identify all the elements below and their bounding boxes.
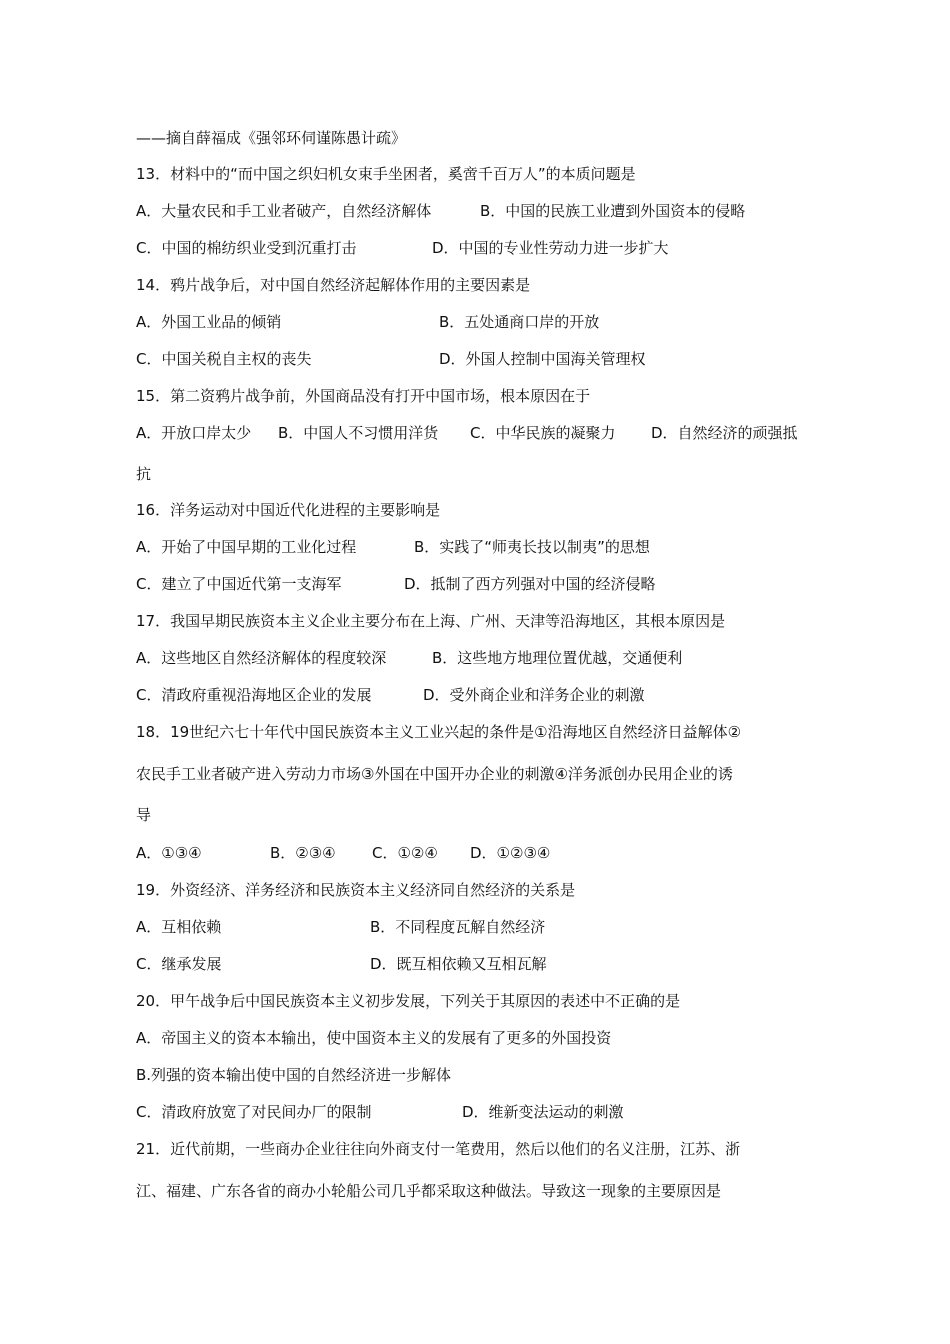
question-18-stem-line-1: 18．19世纪六七十年代中国民族资本主义工业兴起的条件是①沿海地区自然经济日益解体② — [136, 723, 742, 741]
q16-option-a: A．开始了中国早期的工业化过程 — [136, 538, 357, 556]
q14-option-c: C．中国关税自主权的丧失 — [136, 350, 312, 368]
q19-option-a: A．互相依赖 — [136, 918, 222, 936]
q13-option-a: A．大量农民和手工业者破产，自然经济解体 — [136, 202, 432, 220]
q13-option-b: B．中国的民族工业遭到外国资本的侵略 — [480, 202, 746, 220]
q18-option-b: B．②③④ — [270, 844, 336, 862]
question-16-stem: 16．洋务运动对中国近代化进程的主要影响是 — [136, 501, 441, 519]
question-14-stem: 14．鸦片战争后，对中国自然经济起解体作用的主要因素是 — [136, 276, 531, 294]
q15-option-b: B．中国人不习惯用洋货 — [278, 424, 439, 442]
question-18-stem-line-2: 农民手工业者破产进入劳动力市场③外国在中国开办企业的刺激④洋务派创办民用企业的诱 — [136, 765, 733, 783]
source-citation: ——摘自薛福成《强邻环伺谨陈愚计疏》 — [136, 129, 407, 147]
question-21-stem-line-1: 21．近代前期，一些商办企业往往向外商支付一笔费用，然后以他们的名义注册，江苏、浙 — [136, 1140, 741, 1158]
q16-option-d: D．抵制了西方列强对中国的经济侵略 — [404, 575, 656, 593]
q17-option-c: C．清政府重视沿海地区企业的发展 — [136, 686, 372, 704]
question-19-stem: 19．外资经济、洋务经济和民族资本主义经济同自然经济的关系是 — [136, 881, 576, 899]
question-21-stem-line-2: 江、福建、广东各省的商办小轮船公司几乎都采取这种做法。导致这一现象的主要原因是 — [136, 1182, 722, 1200]
q20-option-a: A．帝国主义的资本本输出，使中国资本主义的发展有了更多的外国投资 — [136, 1029, 612, 1047]
question-15-stem: 15．第二资鸦片战争前，外国商品没有打开中国市场，根本原因在于 — [136, 387, 591, 405]
q19-option-c: C．继承发展 — [136, 955, 222, 973]
q13-option-d: D．中国的专业性劳动力进一步扩大 — [432, 239, 669, 257]
q20-option-c: C．清政府放宽了对民间办厂的限制 — [136, 1103, 372, 1121]
q14-option-d: D．外国人控制中国海关管理权 — [439, 350, 646, 368]
question-17-stem: 17．我国早期民族资本主义企业主要分布在上海、广州、天津等沿海地区，其根本原因是 — [136, 612, 726, 630]
question-13-stem: 13．材料中的“而中国之织妇机女束手坐困者，奚啻千百万人”的本质问题是 — [136, 165, 636, 183]
q15-option-a: A．开放口岸太少 — [136, 424, 252, 442]
q15-option-d-continued: 抗 — [136, 465, 152, 483]
q18-option-a: A．①③④ — [136, 844, 202, 862]
q17-option-a: A．这些地区自然经济解体的程度较深 — [136, 649, 387, 667]
q15-option-c: C．中华民族的凝聚力 — [470, 424, 616, 442]
q17-option-d: D．受外商企业和洋务企业的刺激 — [423, 686, 645, 704]
q16-option-b: B．实践了“师夷长技以制夷”的思想 — [414, 538, 650, 556]
q17-option-b: B．这些地方地理位置优越，交通便利 — [432, 649, 683, 667]
q13-option-c: C．中国的棉纺织业受到沉重打击 — [136, 239, 357, 257]
q19-option-b: B．不同程度瓦解自然经济 — [370, 918, 546, 936]
q18-option-d: D．①②③④ — [470, 844, 551, 862]
q15-option-d: D．自然经济的顽强抵 — [651, 424, 798, 442]
q19-option-d: D．既互相依赖又互相瓦解 — [370, 955, 547, 973]
q20-option-b: B.列强的资本输出使中国的自然经济进一步解体 — [136, 1066, 452, 1084]
q14-option-b: B．五处通商口岸的开放 — [439, 313, 600, 331]
question-18-stem-line-3: 导 — [136, 806, 152, 824]
q16-option-c: C．建立了中国近代第一支海军 — [136, 575, 342, 593]
q20-option-d: D．维新变法运动的刺激 — [462, 1103, 624, 1121]
q18-option-c: C．①②④ — [372, 844, 438, 862]
q14-option-a: A．外国工业品的倾销 — [136, 313, 282, 331]
question-20-stem: 20．甲午战争后中国民族资本主义初步发展，下列关于其原因的表述中不正确的是 — [136, 992, 681, 1010]
